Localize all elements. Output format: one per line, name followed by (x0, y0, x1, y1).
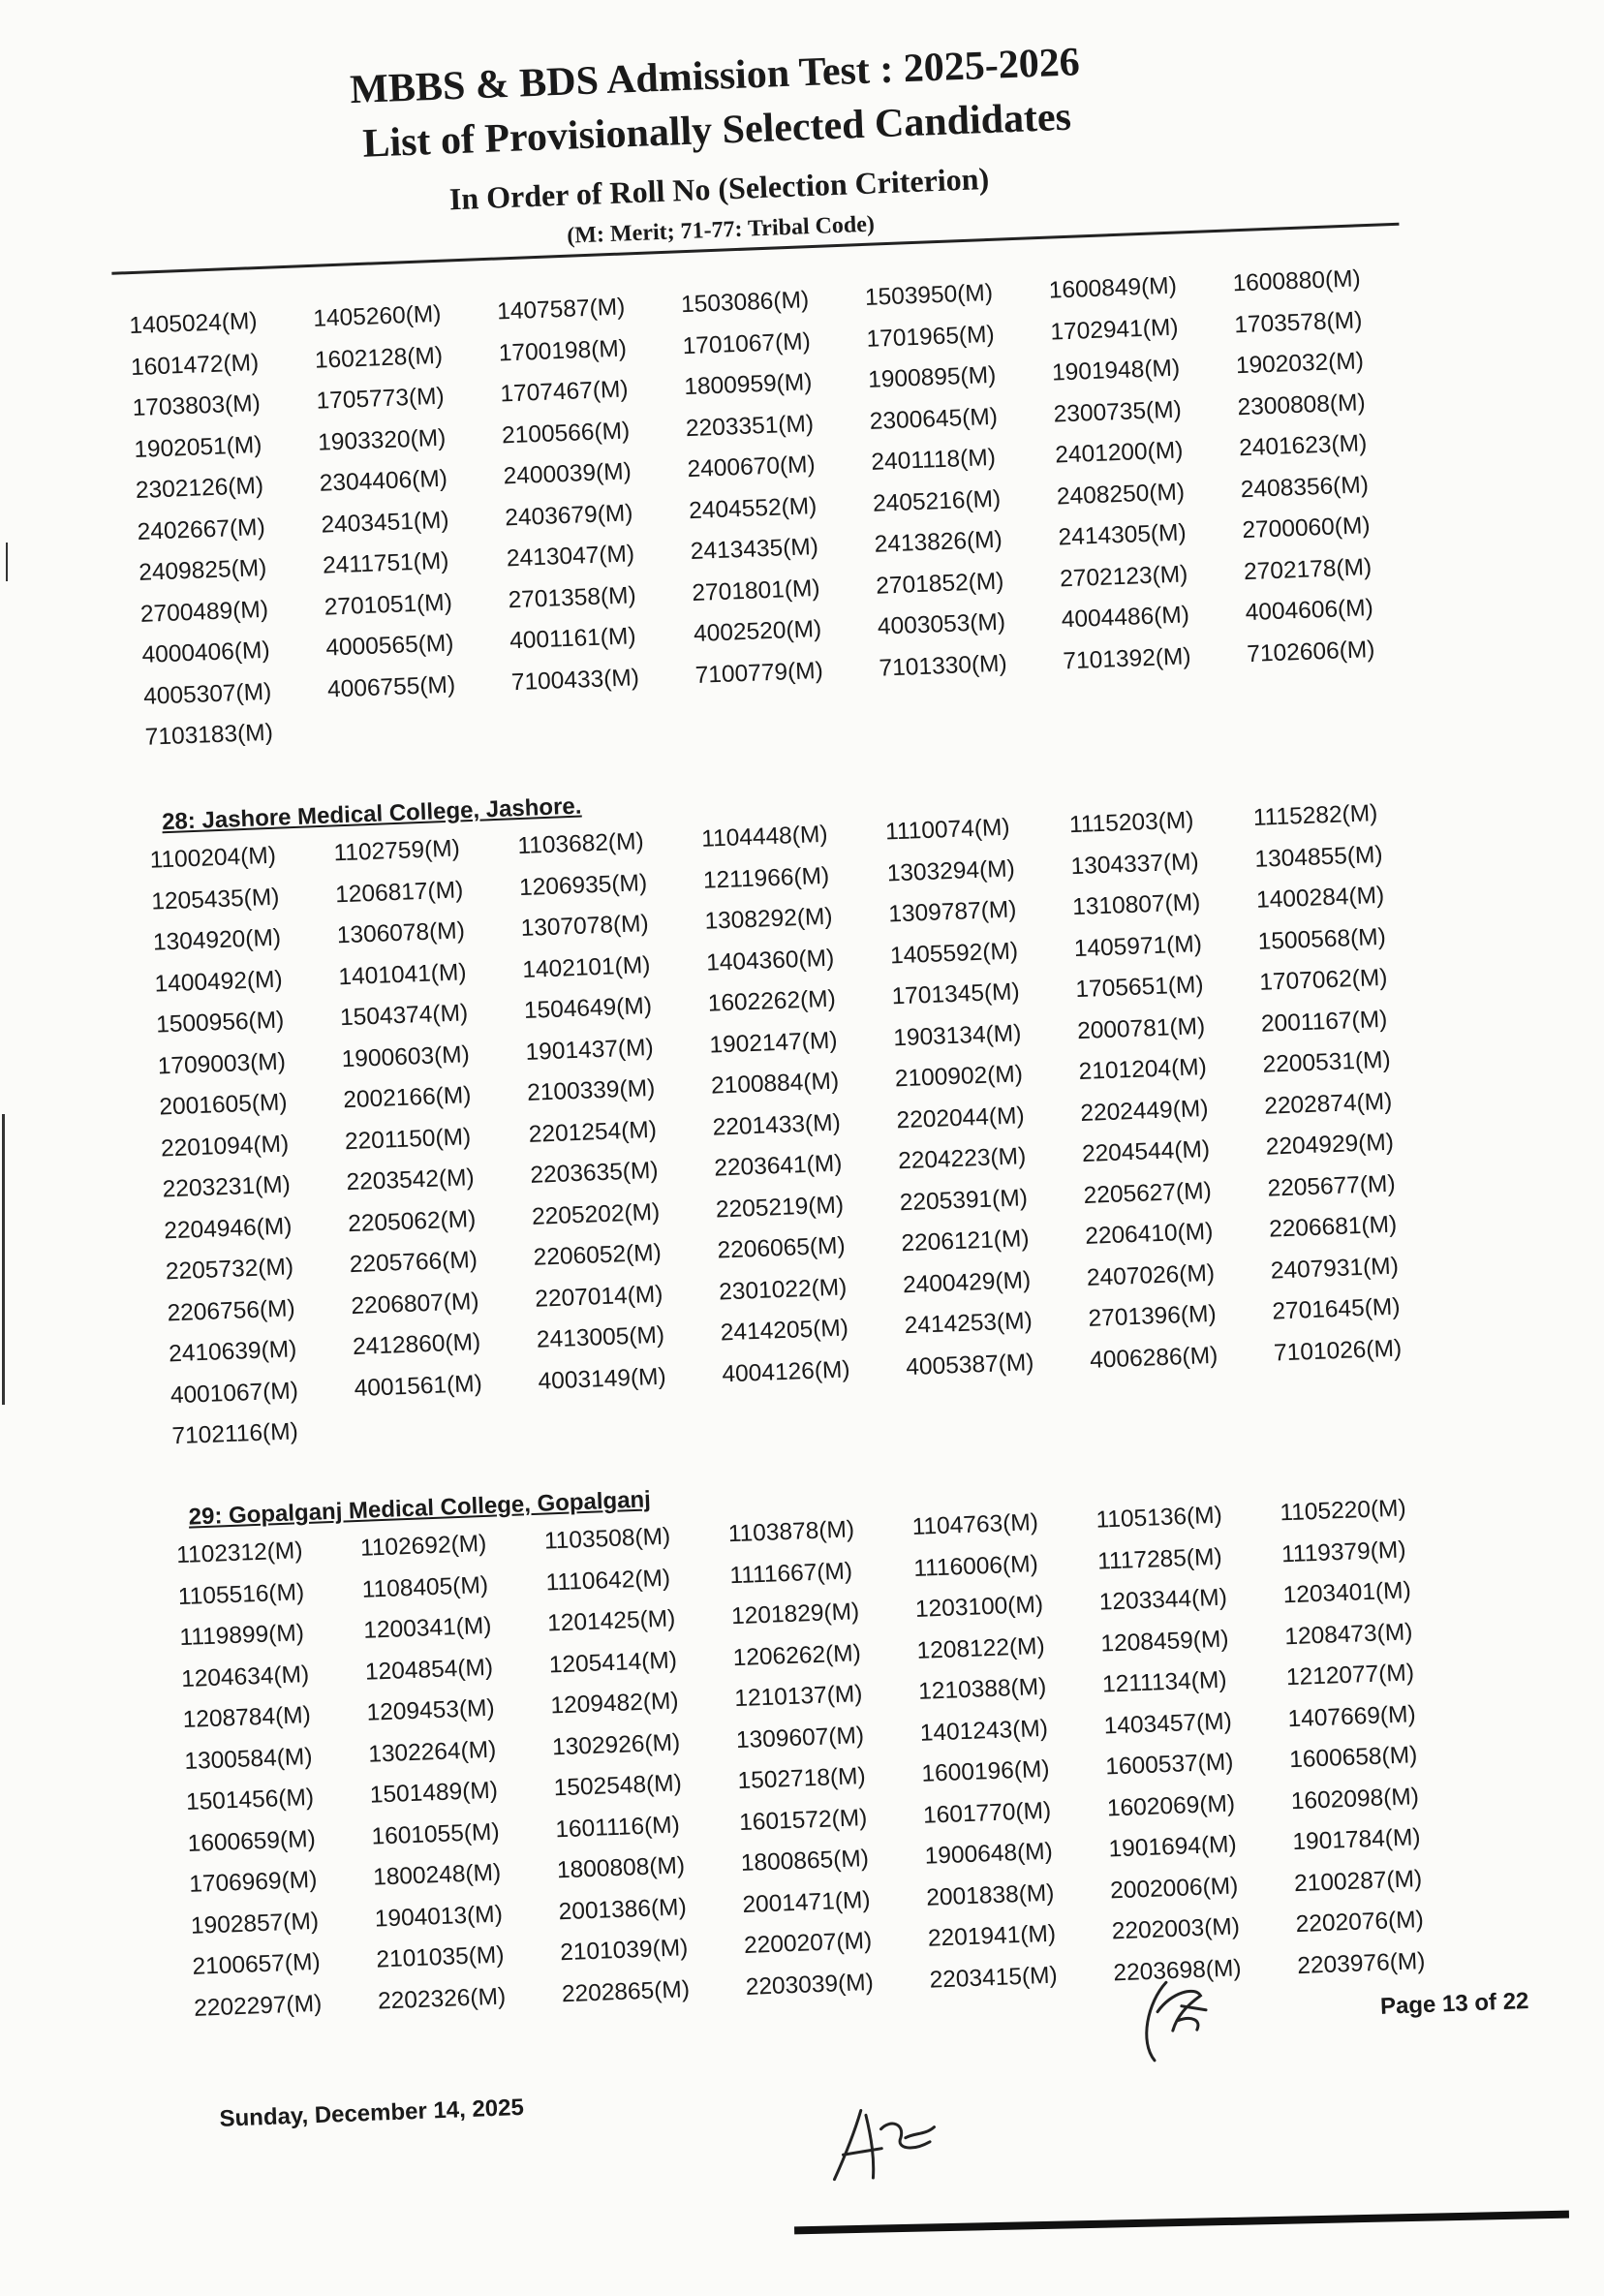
roll-number: 4003053(M) (877, 608, 1006, 640)
roll-number: 2701396(M) (1088, 1300, 1218, 1332)
roll-number: 1115203(M) (1068, 807, 1194, 839)
roll-number: 1501489(M) (369, 1777, 499, 1809)
roll-number: 1502718(M) (737, 1763, 867, 1795)
roll-number: 2206681(M) (1268, 1211, 1398, 1243)
roll-number: 1208459(M) (1099, 1626, 1229, 1658)
roll-number: 4004486(M) (1061, 602, 1190, 634)
roll-number: 2101035(M) (375, 1941, 505, 1973)
roll-number: 7101026(M) (1273, 1334, 1403, 1367)
roll-number: 2700489(M) (139, 596, 269, 628)
roll-number: 2404552(M) (688, 492, 817, 524)
roll-number: 2402667(M) (137, 513, 266, 545)
roll-number: 1601770(M) (922, 1797, 1052, 1829)
roll-number: 2403451(M) (320, 507, 450, 539)
roll-number: 2702123(M) (1059, 560, 1188, 592)
roll-number: 1105136(M) (1095, 1502, 1223, 1534)
roll-number: 1503950(M) (864, 279, 994, 311)
roll-number: 1600196(M) (920, 1755, 1051, 1787)
roll-number: 4005307(M) (142, 678, 272, 710)
roll-number: 2700060(M) (1241, 512, 1371, 544)
roll-number: 2304406(M) (319, 465, 448, 497)
roll-number: 2205219(M) (715, 1191, 845, 1224)
roll-number: 7100433(M) (510, 664, 640, 696)
roll-number: 1800865(M) (740, 1845, 870, 1877)
roll-number: 2407026(M) (1086, 1259, 1216, 1291)
roll-number: 1504649(M) (523, 992, 653, 1024)
roll-number: 2203635(M) (529, 1157, 659, 1189)
roll-number: 1601572(M) (738, 1804, 868, 1836)
roll-number: 1405260(M) (312, 300, 442, 332)
roll-number: 2204223(M) (897, 1143, 1027, 1175)
roll-number: 1308292(M) (704, 903, 834, 935)
roll-number: 1300584(M) (183, 1743, 313, 1775)
roll-number: 2100657(M) (192, 1948, 322, 1980)
roll-number: 2413826(M) (874, 526, 1003, 558)
roll-number: 2401118(M) (870, 444, 997, 476)
scan-margin-mark (2, 1114, 5, 1405)
roll-number: 2206410(M) (1084, 1218, 1214, 1250)
roll-number: 1103682(M) (516, 828, 645, 860)
section-heading-gopalganj: 29: Gopalganj Medical College, Gopalganj (188, 1486, 652, 1531)
roll-number: 2206052(M) (533, 1239, 663, 1271)
roll-number: 2400670(M) (687, 451, 817, 483)
roll-number: 1205435(M) (150, 884, 280, 915)
roll-number: 1205414(M) (548, 1646, 678, 1678)
roll-number: 1208784(M) (182, 1702, 312, 1734)
roll-number: 1602262(M) (707, 985, 837, 1017)
roll-number: 2300735(M) (1053, 395, 1183, 428)
roll-number: 2201941(M) (927, 1920, 1057, 1952)
roll-number: 1800808(M) (556, 1852, 686, 1884)
roll-number: 2701645(M) (1271, 1293, 1401, 1325)
roll-number: 2206756(M) (167, 1294, 296, 1326)
document-subtitle: List of Provisionally Selected Candidates (361, 94, 1072, 167)
roll-number: 2202297(M) (193, 1990, 323, 2022)
roll-number: 4006755(M) (326, 670, 456, 703)
roll-number: 2100902(M) (894, 1061, 1024, 1093)
roll-number: 1304337(M) (1070, 848, 1200, 880)
roll-number: 2400039(M) (503, 458, 632, 490)
roll-number: 1211966(M) (702, 862, 830, 894)
roll-number: 2200207(M) (743, 1927, 873, 1959)
roll-number: 1600659(M) (187, 1825, 317, 1857)
roll-number: 2100884(M) (710, 1068, 840, 1100)
roll-number: 2203039(M) (745, 1969, 875, 2001)
roll-number: 1208122(M) (916, 1632, 1046, 1664)
section-heading-jashore: 28: Jashore Medical College, Jashore. (161, 792, 582, 836)
roll-number: 7102606(M) (1246, 636, 1375, 667)
roll-number: 1306078(M) (336, 917, 466, 949)
roll-number: 1111667(M) (728, 1557, 853, 1589)
roll-number: 2206121(M) (900, 1226, 1030, 1257)
roll-number: 2002166(M) (342, 1082, 472, 1114)
roll-number: 1209453(M) (366, 1694, 496, 1726)
roll-number: 7103183(M) (144, 719, 274, 751)
roll-number: 1116006(M) (912, 1550, 1039, 1582)
roll-number: 1904013(M) (374, 1901, 504, 1933)
roll-number: 1310807(M) (1071, 889, 1201, 921)
roll-number: 2000781(M) (1076, 1012, 1206, 1044)
roll-number: 2403679(M) (504, 499, 633, 531)
roll-number: 1307078(M) (520, 911, 650, 943)
roll-number: 1601472(M) (130, 349, 260, 381)
roll-number: 1401041(M) (337, 958, 467, 990)
roll-number: 1407587(M) (496, 294, 626, 326)
roll-number: 1209482(M) (549, 1688, 680, 1720)
roll-number: 1210388(M) (917, 1673, 1047, 1705)
roll-number: 2701852(M) (875, 568, 1004, 600)
roll-number: 1701965(M) (866, 321, 996, 353)
roll-number: 1900603(M) (341, 1040, 471, 1072)
roll-number: 1210137(M) (733, 1681, 863, 1713)
roll-number: 1601116(M) (554, 1811, 681, 1843)
roll-number: 1500956(M) (155, 1007, 285, 1039)
roll-list-jashore (149, 791, 1460, 1458)
roll-number: 2001167(M) (1260, 1006, 1388, 1038)
roll-number: 7101330(M) (879, 650, 1008, 682)
roll-number: 1401243(M) (919, 1715, 1049, 1747)
roll-number: 1200341(M) (362, 1612, 492, 1644)
roll-number: 4004606(M) (1245, 595, 1374, 627)
roll-number: 1707467(M) (499, 376, 630, 408)
roll-number: 1900895(M) (867, 361, 997, 393)
roll-number: 4004126(M) (721, 1355, 851, 1387)
roll-number: 2100339(M) (526, 1074, 656, 1106)
roll-number: 1203401(M) (1282, 1577, 1412, 1609)
roll-number: 1705773(M) (316, 383, 446, 415)
roll-number: 2408250(M) (1056, 478, 1186, 510)
roll-number: 1212077(M) (1285, 1660, 1415, 1691)
roll-number: 2202076(M) (1295, 1907, 1425, 1939)
roll-number: 2201150(M) (344, 1123, 472, 1155)
roll-number: 1502548(M) (553, 1770, 683, 1802)
roll-number: 2401623(M) (1238, 430, 1368, 462)
roll-number: 1203100(M) (914, 1591, 1044, 1623)
roll-number: 1600537(M) (1104, 1749, 1234, 1781)
roll-number: 2413005(M) (536, 1321, 665, 1353)
roll-number: 2300645(M) (869, 403, 999, 435)
roll-number: 2100287(M) (1293, 1865, 1423, 1897)
roll-number: 2409825(M) (138, 554, 267, 586)
roll-number: 2001386(M) (558, 1893, 688, 1925)
roll-number: 1602069(M) (1106, 1789, 1236, 1821)
roll-number: 1901784(M) (1291, 1824, 1421, 1856)
roll-number: 2100566(M) (501, 417, 631, 449)
roll-number: 1700198(M) (498, 334, 628, 366)
roll-number: 2203698(M) (1112, 1954, 1243, 1986)
roll-list-continued (129, 257, 1434, 759)
roll-number: 1903320(M) (317, 424, 447, 456)
roll-number: 2205391(M) (899, 1184, 1029, 1216)
code-legend: (M: Merit; 71-77: Tribal Code) (566, 211, 876, 249)
roll-number: 2204544(M) (1081, 1135, 1211, 1167)
roll-number: 2407931(M) (1270, 1253, 1400, 1285)
roll-number: 2202044(M) (896, 1101, 1026, 1133)
roll-number: 2101204(M) (1078, 1053, 1208, 1086)
roll-number: 2701051(M) (324, 589, 453, 621)
roll-number: 2001838(M) (925, 1879, 1055, 1911)
roll-number: 1304855(M) (1253, 841, 1384, 873)
roll-number: 1901694(M) (1108, 1831, 1238, 1863)
roll-number: 2414253(M) (904, 1308, 1033, 1340)
signature-mark-2 (821, 2097, 961, 2194)
roll-number: 2202874(M) (1263, 1088, 1393, 1120)
roll-number: 1104448(M) (700, 821, 828, 853)
roll-number: 2001605(M) (158, 1089, 289, 1121)
roll-number: 2200531(M) (1262, 1046, 1392, 1078)
ordering-note: In Order of Roll No (Selection Criterion) (448, 160, 990, 217)
roll-number: 1108405(M) (361, 1571, 489, 1603)
print-date: Sunday, December 14, 2025 (219, 2094, 525, 2132)
roll-number: 1400492(M) (154, 966, 284, 998)
roll-number: 1706969(M) (188, 1866, 318, 1898)
scan-margin-mark (6, 543, 8, 581)
roll-number: 1110642(M) (545, 1565, 671, 1597)
roll-number: 1115282(M) (1252, 800, 1378, 831)
roll-number: 1204634(M) (180, 1660, 310, 1692)
roll-number: 2205202(M) (531, 1198, 661, 1230)
roll-number: 1100204(M) (149, 842, 277, 874)
roll-number: 4006286(M) (1089, 1342, 1218, 1374)
roll-number: 1900648(M) (924, 1838, 1054, 1870)
roll-number: 1600658(M) (1288, 1742, 1418, 1774)
roll-number: 2203351(M) (685, 410, 815, 442)
document-title: MBBS & BDS Admission Test : 2025-2026 (349, 40, 1081, 113)
roll-number: 4000406(M) (141, 636, 271, 668)
roll-number: 2301022(M) (718, 1273, 848, 1305)
roll-number: 2001471(M) (741, 1886, 872, 1918)
roll-number: 1119379(M) (1280, 1536, 1406, 1567)
roll-number: 1309607(M) (735, 1722, 865, 1753)
roll-number: 2400429(M) (902, 1266, 1032, 1298)
roll-number: 2206065(M) (717, 1232, 847, 1264)
roll-number: 1103878(M) (727, 1516, 855, 1548)
roll-number: 1901437(M) (525, 1034, 655, 1066)
roll-number: 7100779(M) (694, 657, 824, 689)
roll-number: 4001161(M) (509, 623, 636, 655)
roll-number: 1602128(M) (314, 342, 444, 374)
roll-number: 1600849(M) (1048, 272, 1178, 304)
roll-number: 1407669(M) (1287, 1700, 1417, 1732)
roll-number: 1405592(M) (889, 937, 1019, 969)
roll-number: 1902051(M) (133, 431, 262, 463)
roll-number: 2405216(M) (872, 485, 1002, 517)
roll-number: 1405024(M) (128, 308, 259, 340)
roll-number: 2201094(M) (160, 1130, 290, 1162)
roll-number: 1309787(M) (887, 896, 1017, 928)
roll-number: 2202449(M) (1079, 1095, 1209, 1127)
roll-number: 1302264(M) (367, 1736, 497, 1768)
roll-number: 1304920(M) (152, 924, 282, 956)
roll-number: 1105516(M) (177, 1578, 305, 1610)
roll-number: 2410639(M) (168, 1336, 297, 1368)
roll-number: 2202865(M) (561, 1975, 691, 2007)
page-number: Page 13 of 22 (1379, 1987, 1529, 2020)
roll-number: 1800248(M) (372, 1859, 502, 1891)
roll-number: 7102116(M) (171, 1418, 299, 1450)
roll-number: 2701801(M) (691, 574, 821, 606)
roll-number: 2414305(M) (1058, 519, 1188, 551)
roll-number: 2701358(M) (508, 581, 637, 613)
roll-number: 1117285(M) (1096, 1543, 1223, 1575)
roll-number: 2413435(M) (690, 533, 819, 566)
roll-number: 2203231(M) (162, 1171, 292, 1203)
roll-number: 1400284(M) (1255, 882, 1385, 914)
roll-number: 1601055(M) (371, 1818, 501, 1850)
roll-number: 2203976(M) (1296, 1947, 1426, 1979)
roll-number: 2205677(M) (1267, 1170, 1397, 1202)
roll-number: 2702178(M) (1243, 553, 1373, 585)
roll-number: 2300808(M) (1237, 388, 1367, 420)
roll-number: 1709003(M) (157, 1047, 287, 1080)
roll-number: 1901948(M) (1051, 355, 1181, 387)
roll-number: 2202003(M) (1111, 1913, 1241, 1945)
roll-number: 1201425(M) (546, 1605, 676, 1637)
roll-number: 1102759(M) (333, 835, 461, 867)
roll-number: 2201254(M) (528, 1116, 658, 1148)
roll-number: 4001067(M) (170, 1377, 299, 1409)
roll-number: 1103508(M) (543, 1523, 671, 1555)
roll-number: 1206262(M) (732, 1639, 862, 1671)
roll-number: 1404360(M) (705, 945, 835, 977)
roll-number: 2202326(M) (377, 1982, 507, 2015)
roll-number: 1902032(M) (1235, 348, 1365, 380)
roll-number: 1504374(M) (339, 1000, 469, 1032)
roll-number: 1902857(M) (190, 1908, 320, 1939)
roll-number: 1110074(M) (884, 814, 1011, 846)
roll-number: 1302926(M) (551, 1728, 681, 1760)
roll-number: 1403457(M) (1103, 1708, 1233, 1740)
roll-number: 2302126(M) (135, 472, 264, 504)
roll-number: 1303294(M) (886, 854, 1016, 887)
roll-number: 2413047(M) (506, 541, 635, 573)
roll-number: 1902147(M) (708, 1027, 838, 1059)
roll-number: 1702941(M) (1049, 314, 1179, 346)
roll-number: 1602098(M) (1290, 1783, 1420, 1815)
roll-number: 1600880(M) (1232, 265, 1362, 297)
roll-number: 1701067(M) (682, 327, 812, 359)
roll-number: 4003149(M) (538, 1363, 667, 1395)
roll-number: 1211134(M) (1101, 1666, 1227, 1698)
roll-number: 1402101(M) (521, 951, 651, 983)
roll-number: 2206807(M) (350, 1288, 480, 1319)
roll-number: 2414205(M) (720, 1315, 849, 1347)
roll-number: 1206935(M) (518, 869, 648, 901)
roll-number: 2205732(M) (165, 1254, 294, 1286)
roll-number: 4005387(M) (905, 1349, 1034, 1381)
roll-number: 1119899(M) (178, 1620, 305, 1652)
roll-number: 1405971(M) (1073, 930, 1203, 962)
roll-number: 1703578(M) (1233, 306, 1363, 338)
roll-number: 2204929(M) (1265, 1129, 1395, 1161)
roll-number: 4002520(M) (693, 615, 822, 647)
roll-number: 4000565(M) (324, 630, 454, 662)
roll-number: 1800959(M) (683, 369, 813, 401)
roll-number: 1501456(M) (185, 1784, 315, 1815)
roll-number: 1104763(M) (911, 1509, 1039, 1541)
roll-number: 1503086(M) (680, 287, 810, 319)
roll-number: 2205627(M) (1083, 1177, 1213, 1209)
roll-number: 1201829(M) (730, 1598, 860, 1630)
roll-number: 7101392(M) (1062, 642, 1192, 674)
roll-number: 2203641(M) (713, 1150, 843, 1182)
roll-number: 2203542(M) (346, 1164, 476, 1196)
roll-number: 1701345(M) (891, 978, 1021, 1010)
signature-mark-1 (1127, 1970, 1238, 2076)
roll-number: 2205766(M) (349, 1247, 478, 1279)
roll-number: 1705651(M) (1074, 972, 1205, 1004)
roll-number: 1703803(M) (132, 389, 262, 422)
roll-number: 2207014(M) (534, 1281, 663, 1313)
roll-number: 1500568(M) (1257, 923, 1387, 955)
roll-number: 1102692(M) (359, 1530, 487, 1562)
roll-number: 2411751(M) (322, 547, 449, 579)
roll-number: 1707062(M) (1258, 964, 1388, 996)
roll-number: 2002006(M) (1109, 1872, 1239, 1904)
roll-number: 2412860(M) (352, 1328, 481, 1361)
roll-number: 1208473(M) (1283, 1618, 1413, 1650)
roll-number: 2101039(M) (559, 1935, 689, 1967)
roll-number: 2205062(M) (347, 1205, 477, 1237)
roll-number: 2203415(M) (929, 1962, 1059, 1994)
roll-number: 2204946(M) (163, 1212, 293, 1244)
roll-list-gopalganj (175, 1486, 1482, 2030)
roll-number: 1204854(M) (364, 1654, 494, 1686)
roll-number: 2408356(M) (1240, 471, 1370, 503)
roll-number: 4001561(M) (354, 1370, 483, 1402)
roll-number: 1903134(M) (892, 1019, 1022, 1051)
roll-number: 2401200(M) (1054, 437, 1184, 469)
roll-number: 1102312(M) (175, 1537, 303, 1569)
roll-number: 1206817(M) (334, 876, 464, 908)
roll-number: 1203344(M) (1098, 1584, 1228, 1616)
roll-number: 1105220(M) (1279, 1495, 1407, 1527)
roll-number: 2201433(M) (712, 1109, 842, 1141)
